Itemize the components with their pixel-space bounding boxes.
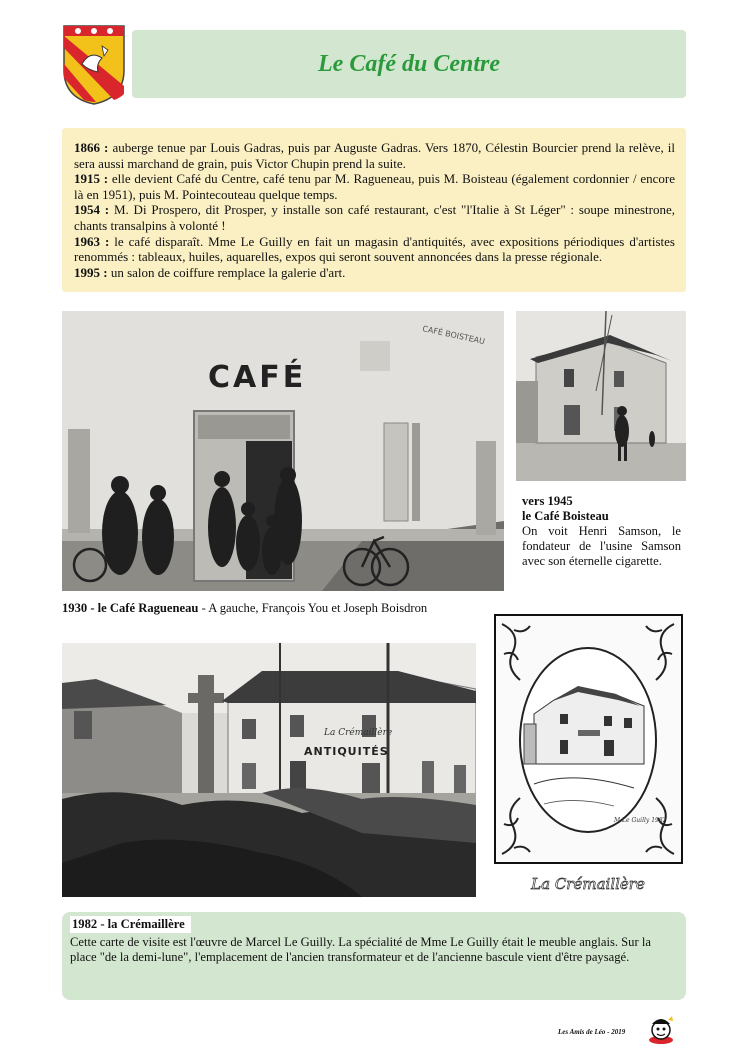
sign-la-cremaillere: La Crémaillère <box>324 728 393 738</box>
sign-antiquites: ANTIQUITÉS <box>304 745 389 758</box>
history-year: 1954 : <box>74 202 110 218</box>
page-title: Le Café du Centre <box>318 50 500 77</box>
history-text: un salon de coiffure remplace la galerie d'art. <box>107 264 346 280</box>
history-entry <box>74 171 675 202</box>
sign-cafe-boisteau: CAFÉ BOISTEAU <box>421 324 486 347</box>
caption-boisteau <box>516 488 686 574</box>
history-entry <box>74 234 675 265</box>
history-text: M. Di Prospero, dit Prosper, y installe son café restaurant, c'est "l'Italie à St Léger" : soupe minestrone, chants transalpins à volonté ! <box>74 202 675 233</box>
coat-of-arms-icon <box>62 24 126 106</box>
history-year: 1963 : <box>74 233 110 249</box>
history-text: le café disparaît. Mme Le Guilly en fait un magasin d'antiquités, avec expositions périodiques d'artistes renommés : tableaux, huiles, aquarelles, expos qui seront souvent annoncées dans la presse régionale. <box>74 233 675 265</box>
history-entry <box>74 265 675 281</box>
footer-credit: Les Amis de Léo - 2019 <box>558 1028 626 1036</box>
caption-boisteau-text: On voit Henri Samson, le fondateur de l'usine Samson avec son éternelle cigarette. <box>522 524 681 568</box>
history-text: elle devient Café du Centre, café tenu par M. Ragueneau, puis M. Boisteau (également cordonnier / encore là en 1951), puis M. Pointecouteau quelque temps. <box>74 171 675 202</box>
photo-antiquites <box>62 643 476 897</box>
caption-boisteau-date: vers 1945 <box>522 494 573 508</box>
card-signature: M Le Guilly 1982 <box>614 817 667 824</box>
caption-cremaillere-text: Cette carte de visite est l'œuvre de Marcel Le Guilly. La spécialité de Mme Le Guilly était le meuble anglais. Sur la place "de la demi-lune", l'emplacement de l'ancien transformateur et de l'ancienne bascule vient d'être paysagé. <box>70 935 651 964</box>
card-caption-text: La Crémaillère <box>531 875 645 893</box>
history-text: auberge tenue par Louis Gadras, puis par Auguste Gadras. Vers 1870, Célestin Bourcier prend la relève, il sera aussi marchand de grain, puis Victor Chupin prend la suite. <box>74 140 675 171</box>
photo-cafe-ragueneau <box>62 311 504 591</box>
mascot-icon <box>646 1014 676 1046</box>
sign-cafe: CAFÉ <box>208 360 307 395</box>
caption-ragueneau-title: 1930 - le Café Ragueneau <box>62 601 199 615</box>
history-year: 1915 : <box>74 171 109 187</box>
caption-boisteau-title: le Café Boisteau <box>522 509 609 523</box>
history-box <box>62 128 686 292</box>
history-year: 1995 : <box>74 264 108 280</box>
history-entry <box>74 140 675 171</box>
history-year: 1866 : <box>74 140 109 155</box>
caption-cremaillere <box>62 912 686 1000</box>
card-caption <box>494 868 683 896</box>
title-banner <box>132 30 686 98</box>
caption-ragueneau-text: - A gauche, François You et Joseph Boisdron <box>198 601 428 615</box>
caption-ragueneau <box>62 601 492 623</box>
history-entry <box>74 202 675 233</box>
photo-cafe-boisteau <box>516 311 686 481</box>
caption-cremaillere-title: 1982 - la Crémaillère <box>70 916 191 933</box>
drawing-card <box>494 614 683 864</box>
